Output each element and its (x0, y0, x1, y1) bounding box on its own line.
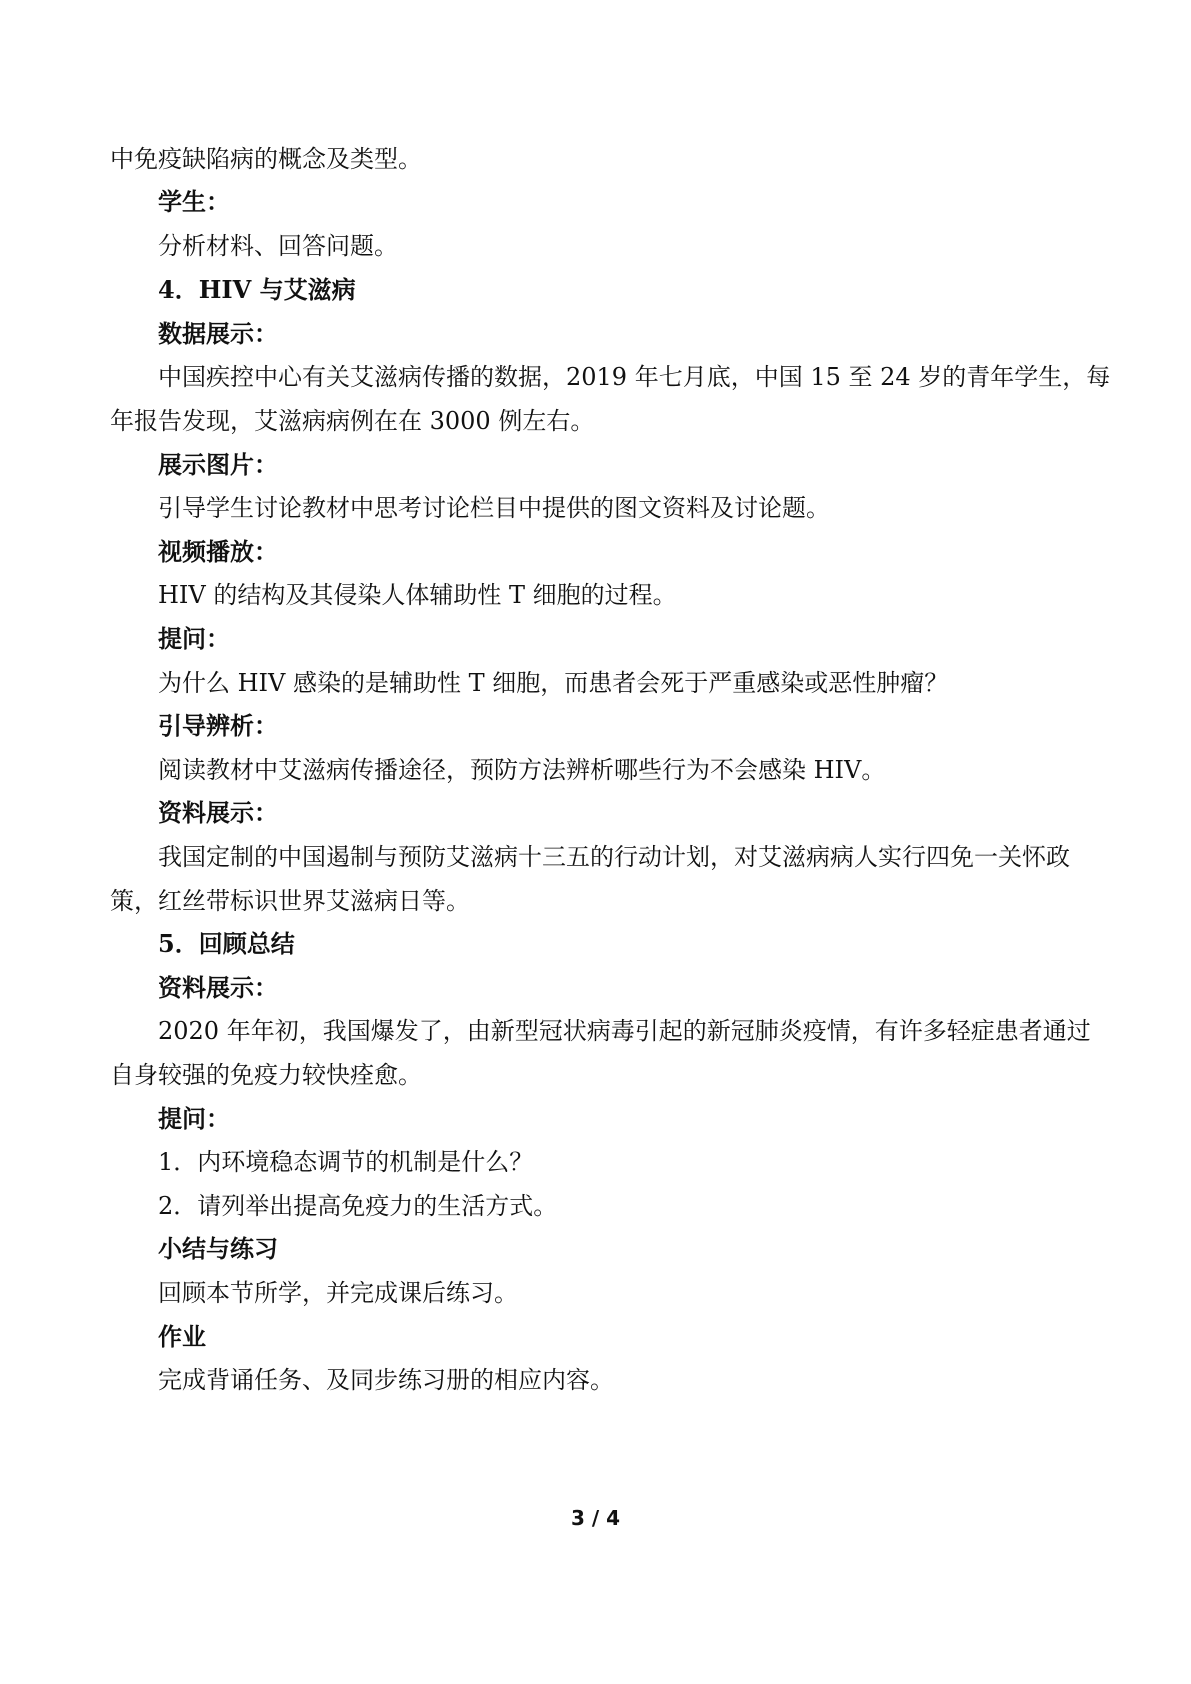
paragraph-covid-line-2: 自身较强的免疫力较快痊愈。 (110, 1061, 422, 1089)
paragraph-covid-line-1: 2020 年年初，我国爆发了，由新型冠状病毒引起的新冠肺炎疫情，有许多轻症患者通过 (158, 1017, 1091, 1045)
paragraph-material-line-2: 策，红丝带标识世界艾滋病日等。 (110, 887, 470, 915)
heading-summary-practice: 小结与练习 (158, 1234, 278, 1263)
label-question-2: 提问： (158, 1104, 230, 1133)
label-student: 学生： (158, 187, 230, 216)
label-question: 提问： (158, 624, 230, 653)
page-number: 3 / 4 (570, 1506, 621, 1530)
label-material-display-2: 资料展示： (158, 973, 278, 1002)
paragraph-video: HIV 的结构及其侵染人体辅助性 T 细胞的过程。 (158, 581, 677, 609)
label-data-display: 数据展示： (158, 319, 278, 348)
paragraph-continuation: 中免疫缺陷病的概念及类型。 (110, 145, 422, 173)
label-show-picture: 展示图片： (158, 450, 278, 479)
label-material-display: 资料展示： (158, 798, 278, 827)
paragraph-summary: 回顾本节所学，并完成课后练习。 (158, 1279, 518, 1307)
label-video: 视频播放： (158, 537, 278, 566)
paragraph-guided-analysis: 阅读教材中艾滋病传播途径，预防方法辨析哪些行为不会感染 HIV。 (158, 756, 886, 784)
section-heading-hiv: 4．HIV 与艾滋病 (158, 275, 356, 304)
paragraph-question: 为什么 HIV 感染的是辅助性 T 细胞，而患者会死于严重感染或恶性肿瘤？ (158, 669, 949, 697)
paragraph-data-line-1: 中国疾控中心有关艾滋病传播的数据，2019 年七月底，中国 15 至 24 岁的青年学生，每 (158, 363, 1111, 391)
paragraph-material-line-1: 我国定制的中国遏制与预防艾滋病十三五的行动计划，对艾滋病病人实行四免一关怀政 (158, 843, 1070, 871)
paragraph-picture: 引导学生讨论教材中思考讨论栏目中提供的图文资料及讨论题。 (158, 494, 830, 522)
paragraph-student-activity: 分析材料、回答问题。 (158, 232, 398, 260)
section-heading-review: 5．回顾总结 (158, 929, 295, 958)
label-guided-analysis: 引导辨析： (158, 711, 278, 740)
heading-homework: 作业 (158, 1322, 206, 1351)
paragraph-homework: 完成背诵任务、及同步练习册的相应内容。 (158, 1366, 614, 1394)
paragraph-data-line-2: 年报告发现，艾滋病病例在在 3000 例左右。 (110, 407, 595, 435)
question-item-1: 1．内环境稳态调节的机制是什么？ (158, 1148, 534, 1176)
question-item-2: 2．请列举出提高免疫力的生活方式。 (158, 1192, 558, 1220)
